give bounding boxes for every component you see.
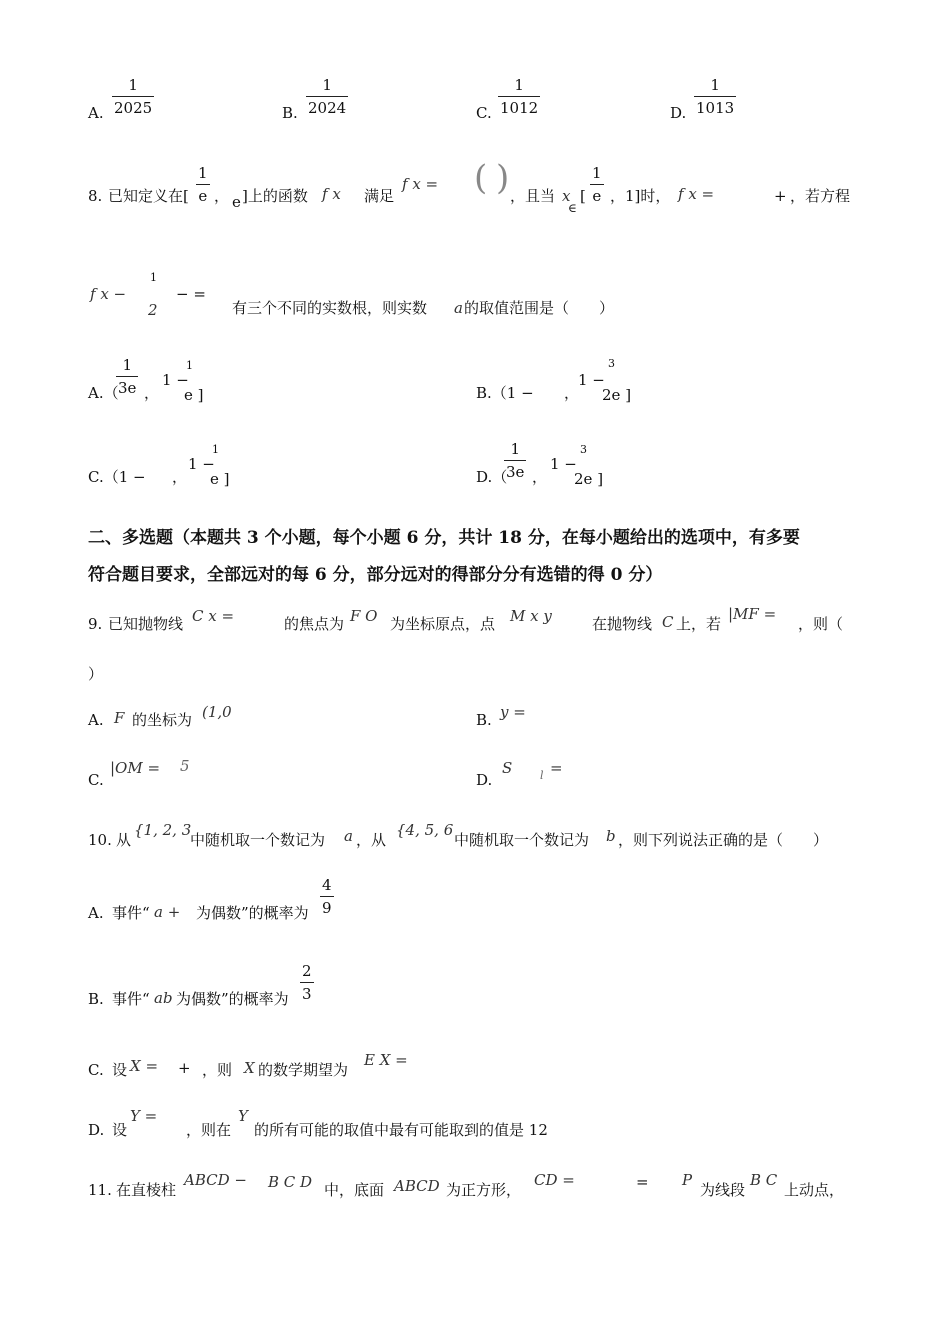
- q10-option-c-text: 设: [112, 1061, 128, 1079]
- q8-option-a-label: A.（: [88, 384, 119, 402]
- q8-option-c-text: ，: [172, 468, 188, 486]
- q8-math: f x: [322, 185, 341, 203]
- q10-option-c-text: ，则: [202, 1061, 233, 1079]
- q8-option-c-text: 1 −: [188, 455, 215, 473]
- q8-text: ，: [214, 187, 230, 205]
- q7-option-d-label: D.: [670, 104, 687, 122]
- q8-option-c-text: e ]: [210, 470, 230, 488]
- q11-text: 为正方形，: [446, 1181, 522, 1199]
- q8-text: [: [580, 187, 586, 205]
- q10-option-d-text: 设: [112, 1121, 128, 1139]
- q11-number: 11.: [88, 1181, 112, 1199]
- q9-math: M x y: [510, 607, 552, 625]
- q9-text: ，则（: [798, 615, 844, 633]
- q8-fraction-1: 1 e: [198, 164, 208, 205]
- q9-text: 的焦点为: [284, 615, 345, 633]
- section-2-heading: 二、多选题（本题共 3 个小题，每个小题 6 分，共计 18 分，在每小题给出的选项中，有多要: [88, 528, 800, 548]
- q8-option-d-text: 2e ]: [574, 470, 604, 488]
- q9-option-a-text: 的坐标为: [132, 711, 193, 729]
- q9-option-d-math: =: [550, 759, 563, 777]
- q8-option-a-text: 1: [186, 359, 193, 372]
- q11-text: 为线段: [700, 1181, 746, 1199]
- q8-text: 的取值范围是（ ）: [464, 299, 615, 317]
- q10-option-a-label: A.: [88, 904, 104, 922]
- q8-option-b-text: 3: [608, 357, 615, 370]
- q8-text: ]上的函数: [242, 187, 308, 205]
- q9-option-b-math: y =: [500, 703, 526, 721]
- q10-math: b: [606, 827, 616, 845]
- q9-math: F O: [350, 607, 378, 625]
- q9-option-d-label: D.: [476, 771, 493, 789]
- q10-option-d-label: D.: [88, 1121, 105, 1139]
- q9-option-a-label: A.: [88, 711, 104, 729]
- q8-option-d-text: 3: [580, 443, 587, 456]
- q7-option-a-fraction: 1 2025: [114, 76, 153, 117]
- q10-option-d-text: ，则在: [186, 1121, 232, 1139]
- q10-option-c-math: X: [244, 1059, 255, 1077]
- q8-option-a-text: 1 −: [162, 371, 189, 389]
- q8-math: a: [454, 299, 463, 317]
- q7-option-b-label: B.: [282, 104, 298, 122]
- q10-option-c-math: E X =: [364, 1051, 408, 1069]
- q11-math: ABCD: [394, 1177, 440, 1195]
- q7-option-d-fraction: 1 1013: [696, 76, 735, 117]
- q8-math: − =: [176, 285, 206, 303]
- q9-option-b-label: B.: [476, 711, 492, 729]
- q10-text: 中随机取一个数记为: [454, 831, 590, 849]
- q9-option-c-math: 5: [180, 757, 190, 775]
- q11-text: 在直棱柱: [116, 1181, 177, 1199]
- q8-text: ，且当: [510, 187, 556, 205]
- q7-option-c-fraction: 1 1012: [500, 76, 539, 117]
- q9-option-d-math: l: [540, 769, 544, 782]
- q8-option-c-text: 1: [212, 443, 219, 456]
- q9-text: 上，若: [676, 615, 722, 633]
- q9-text: ）: [88, 665, 104, 683]
- q10-option-c-label: C.: [88, 1061, 104, 1079]
- q8-brace-right: ): [496, 158, 510, 198]
- q7-option-a-label: A.: [88, 104, 104, 122]
- q9-option-a-math: F: [114, 709, 125, 727]
- q10-text: ，从: [356, 831, 387, 849]
- q8-option-d-text: 1 −: [550, 455, 577, 473]
- q8-number: 8.: [88, 187, 103, 205]
- q10-option-a-math: a +: [154, 903, 181, 921]
- q8-text: 已知定义在[: [108, 187, 189, 205]
- q8-option-a-text: ，: [144, 384, 160, 402]
- q10-number: 10.: [88, 831, 112, 849]
- q8-math: f x −: [90, 285, 127, 303]
- q10-math: {4, 5, 6: [396, 821, 454, 839]
- q8-option-d-label: D.（: [476, 468, 508, 486]
- q8-math: ∈: [568, 201, 577, 215]
- q8-option-b-label: B.（1 −: [476, 384, 534, 402]
- q9-text: 为坐标原点，点: [390, 615, 496, 633]
- q11-math: P: [682, 1171, 693, 1189]
- q7-option-b-fraction: 1 2024: [308, 76, 347, 117]
- q9-option-a-math: (1,0: [202, 703, 232, 721]
- q8-option-b-text: ，: [564, 384, 580, 402]
- q8-fraction-2: 1 e: [592, 164, 602, 205]
- q10-text: ，则下列说法正确的是（ ）: [618, 831, 829, 849]
- q9-math: |MF =: [728, 605, 777, 623]
- q7-option-c-label: C.: [476, 104, 492, 122]
- q11-math: B C D: [268, 1173, 313, 1191]
- q10-option-d-text: 的所有可能的取值中最有可能取到的值是 12: [254, 1121, 548, 1139]
- q10-math: {1, 2, 3: [134, 821, 192, 839]
- q10-option-d-math: Y: [238, 1107, 248, 1125]
- q10-text: 从: [116, 831, 132, 849]
- section-2-heading-line2: 符合题目要求，全部远对的每 6 分，部分远对的得部分分有选错的得 0 分）: [88, 565, 663, 585]
- q8-option-a-text: e ]: [184, 386, 204, 404]
- q8-option-a-fraction: 1 3e: [118, 356, 137, 397]
- q11-text: 中，底面: [324, 1181, 385, 1199]
- q8-text: ，若方程: [790, 187, 851, 205]
- q10-option-b-text: 为偶数”的概率为: [176, 990, 289, 1008]
- q8-text: ，1]时，: [610, 187, 671, 205]
- q8-math: 1: [150, 271, 157, 284]
- q9-math: C: [662, 613, 674, 631]
- q10-option-b-math: ab: [154, 989, 173, 1007]
- q8-text: e: [232, 193, 241, 211]
- q10-option-b-fraction: 2 3: [302, 962, 312, 1003]
- q10-option-b-label: B.: [88, 990, 104, 1008]
- q8-option-d-text: ，: [532, 468, 548, 486]
- q9-option-d-math: S: [502, 759, 513, 777]
- q8-text: 满足: [364, 187, 395, 205]
- q8-text: 有三个不同的实数根，则实数: [232, 299, 428, 317]
- q8-brace-left: (: [474, 158, 488, 198]
- q8-option-b-text: 1 −: [578, 371, 605, 389]
- q10-math: a: [344, 827, 353, 845]
- q10-option-a-text: 为偶数”的概率为: [196, 904, 309, 922]
- q9-text: 已知抛物线: [108, 615, 184, 633]
- q8-math: f x =: [678, 185, 715, 203]
- q11-math: ABCD −: [184, 1171, 247, 1189]
- q8-math: f x =: [402, 175, 439, 193]
- q10-option-a-text: 事件“: [112, 904, 150, 922]
- q8-math: +: [774, 187, 787, 205]
- q9-math: C x =: [192, 607, 235, 625]
- q9-text: 在抛物线: [592, 615, 653, 633]
- q11-math: B C: [750, 1171, 778, 1189]
- q10-option-c-math: X =: [130, 1057, 159, 1075]
- q10-option-c-math: +: [178, 1059, 191, 1077]
- q11-text: 上动点，: [784, 1181, 845, 1199]
- q10-option-d-math: Y =: [130, 1107, 158, 1125]
- q8-option-d-fraction: 1 3e: [506, 440, 525, 481]
- q9-option-c-label: C.: [88, 771, 104, 789]
- q8-math: 2: [148, 301, 158, 319]
- q8-math: x: [562, 187, 571, 205]
- q8-option-c-label: C.（1 −: [88, 468, 146, 486]
- q9-number: 9.: [88, 615, 103, 633]
- q10-text: 中随机取一个数记为: [190, 831, 326, 849]
- q10-option-a-fraction: 4 9: [322, 876, 332, 917]
- q8-option-b-text: 2e ]: [602, 386, 632, 404]
- q10-option-c-text: 的数学期望为: [258, 1061, 349, 1079]
- q11-math: CD =: [534, 1171, 575, 1189]
- q9-option-c-math: |OM =: [110, 759, 161, 777]
- q10-option-b-text: 事件“: [112, 990, 150, 1008]
- q11-math: =: [636, 1173, 649, 1191]
